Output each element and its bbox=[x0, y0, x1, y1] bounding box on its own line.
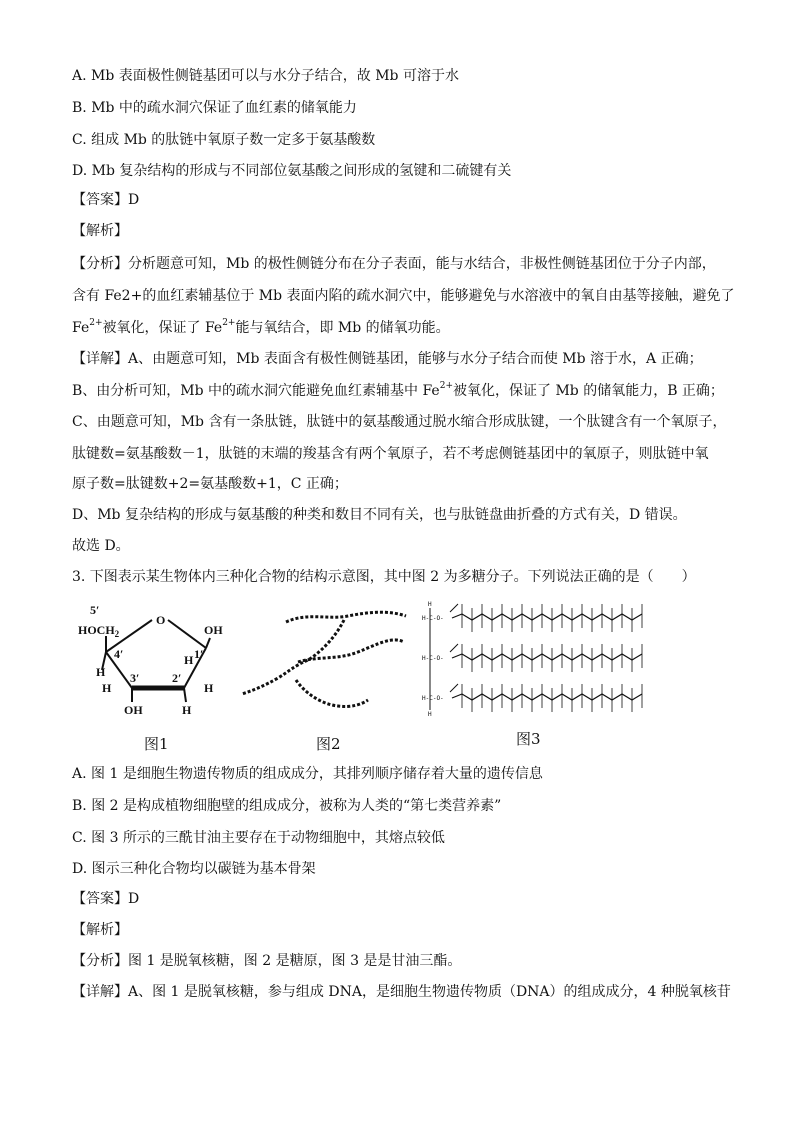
figure-2-polysaccharide bbox=[238, 600, 410, 720]
answer-tag: 【答案】 bbox=[72, 891, 128, 907]
label-h: H bbox=[102, 681, 112, 695]
label-h-bottom: H bbox=[182, 703, 192, 717]
q3-option-a: A. 图 1 是细胞生物遗传物质的组成成分，其排列顺序储存着大量的遗传信息 bbox=[72, 766, 543, 782]
fenxi-text: 图 1 是脱氧核糖，图 2 是糖原，图 3 是是甘油三酯。 bbox=[128, 953, 462, 969]
fe-text: Fe bbox=[72, 320, 90, 336]
label-h: H bbox=[204, 681, 214, 695]
fenxi-tag: 【分析】 bbox=[72, 953, 128, 969]
figure-1-caption: 图1 bbox=[144, 735, 169, 753]
label-hco-mid: H-C-O- bbox=[422, 655, 444, 662]
q2-answer-line bbox=[72, 190, 722, 210]
label-4prime: 4′ bbox=[114, 647, 124, 661]
q2-fenxi-line-3 bbox=[72, 318, 722, 338]
q2-option-d: D. Mb 复杂结构的形成与不同部位氨基酸之间形成的氢键和二硫键有关 bbox=[72, 163, 512, 179]
q2-fenxi-line-2: 含有 Fe2+的血红素辅基位于 Mb 表面内陷的疏水洞穴中，能够避免与水溶液中的氧自由基等接触，避免了 bbox=[72, 288, 735, 304]
detail-text: A、图 1 是脱氧核糖，参与组成 DNA，是细胞生物遗传物质（DNA）的组成成分，4 种脱氧核苷 bbox=[128, 984, 731, 1000]
answer-value: D bbox=[128, 891, 140, 907]
detail-text: A、由题意可知，Mb 表面含有极性侧链基团，能够与水分子结合而使 Mb 溶于水，A 正确； bbox=[128, 351, 703, 367]
q2-detail-c-1: C、由题意可知，Mb 含有一条肽链，肽链中的氨基酸通过脱水缩合形成肽键，一个肽键含有一个氧原子， bbox=[72, 414, 727, 430]
q3-detail-a bbox=[72, 982, 731, 1002]
answer-tag: 【答案】 bbox=[72, 192, 128, 208]
q3-option-d: D. 图示三种化合物均以碳链为基本骨架 bbox=[72, 861, 316, 877]
detail-tag: 【详解】 bbox=[72, 351, 128, 367]
figure-3-caption: 图3 bbox=[516, 730, 541, 748]
answer-value: D bbox=[128, 192, 140, 208]
q3-fenxi bbox=[72, 951, 722, 971]
q2-detail-c-3: 原子数=肽键数+2=氨基酸数+1，C 正确； bbox=[72, 476, 348, 492]
label-hco-bot: H-C-O- bbox=[422, 695, 444, 702]
q2-analysis-tag: 【解析】 bbox=[72, 223, 128, 239]
label-h: H bbox=[428, 711, 432, 718]
label-ring-o: O bbox=[156, 613, 166, 627]
label-2prime: 2′ bbox=[172, 671, 182, 685]
q2-option-c: C. 组成 Mb 的肽链中氧原子数一定多于氨基酸数 bbox=[72, 132, 376, 148]
q2-option-a: A. Mb 表面极性侧链基团可以与水分子结合，故 Mb 可溶于水 bbox=[72, 68, 459, 84]
q2-detail-b bbox=[72, 381, 722, 401]
q3-option-b: B. 图 2 是构成植物细胞壁的组成成分，被称为人类的“第七类营养素” bbox=[72, 798, 502, 814]
q2-detail-d: D、Mb 复杂结构的形成与氨基酸的种类和数目不同有关，也与肽链盘曲折叠的方式有关，D 错误。 bbox=[72, 507, 687, 523]
charge-sup: 2+ bbox=[89, 318, 103, 329]
figure-3-triglyceride bbox=[422, 598, 722, 722]
detail-text: B、由分析可知，Mb 中的疏水洞穴能避免血红素辅基中 Fe bbox=[72, 383, 440, 399]
label-h: H bbox=[96, 665, 106, 679]
label-1prime: 1′ bbox=[194, 647, 204, 661]
label-hoch2: $HOCH_2$ bbox=[78, 623, 120, 639]
figure-2-caption: 图2 bbox=[316, 735, 341, 753]
q3-analysis-tag: 【解析】 bbox=[72, 922, 128, 938]
q2-detail-c-2: 肽键数=氨基酸数－1，肽链的末端的羧基含有两个氧原子，若不考虑侧链基团中的氧原子，则肽链中氧 bbox=[72, 446, 709, 462]
label-oh-bottom: OH bbox=[124, 703, 143, 717]
figure-1-deoxyribose bbox=[72, 600, 232, 730]
label-3prime: 3′ bbox=[130, 671, 140, 685]
q3-option-c: C. 图 3 所示的三酰甘油主要存在于动物细胞中，其熔点较低 bbox=[72, 830, 445, 846]
label-h: H bbox=[184, 653, 194, 667]
label-hco-top: H-C-O- bbox=[422, 615, 444, 622]
fenxi-text: 分析题意可知，Mb 的极性侧链分布在分子表面，能与水结合，非极性侧链基团位于分子内部， bbox=[128, 256, 716, 272]
charge-sup: 2+ bbox=[439, 381, 453, 392]
detail-tag: 【详解】 bbox=[72, 984, 128, 1000]
q3-answer-line bbox=[72, 889, 722, 909]
q2-fenxi-line-1 bbox=[72, 254, 722, 274]
fenxi-text: 能与氧结合，即 Mb 的储氧功能。 bbox=[235, 320, 450, 336]
label-h: H bbox=[428, 601, 432, 608]
fenxi-tag: 【分析】 bbox=[72, 256, 128, 272]
label-oh-right: OH bbox=[204, 623, 223, 637]
fenxi-text: 被氧化，保证了 Fe bbox=[102, 320, 223, 336]
q2-option-b: B. Mb 中的疏水洞穴保证了血红素的储氧能力 bbox=[72, 100, 357, 116]
label-5prime: 5′ bbox=[90, 603, 100, 617]
detail-text: 被氧化，保证了 Mb 的储氧能力，B 正确； bbox=[453, 383, 724, 399]
q2-detail-a bbox=[72, 349, 722, 369]
q3-stem: 3. 下图表示某生物体内三种化合物的结构示意图，其中图 2 为多糖分子。下列说法正确的是（ ） bbox=[72, 569, 696, 585]
q2-conclusion: 故选 D。 bbox=[72, 538, 130, 554]
charge-sup: 2+ bbox=[222, 318, 236, 329]
